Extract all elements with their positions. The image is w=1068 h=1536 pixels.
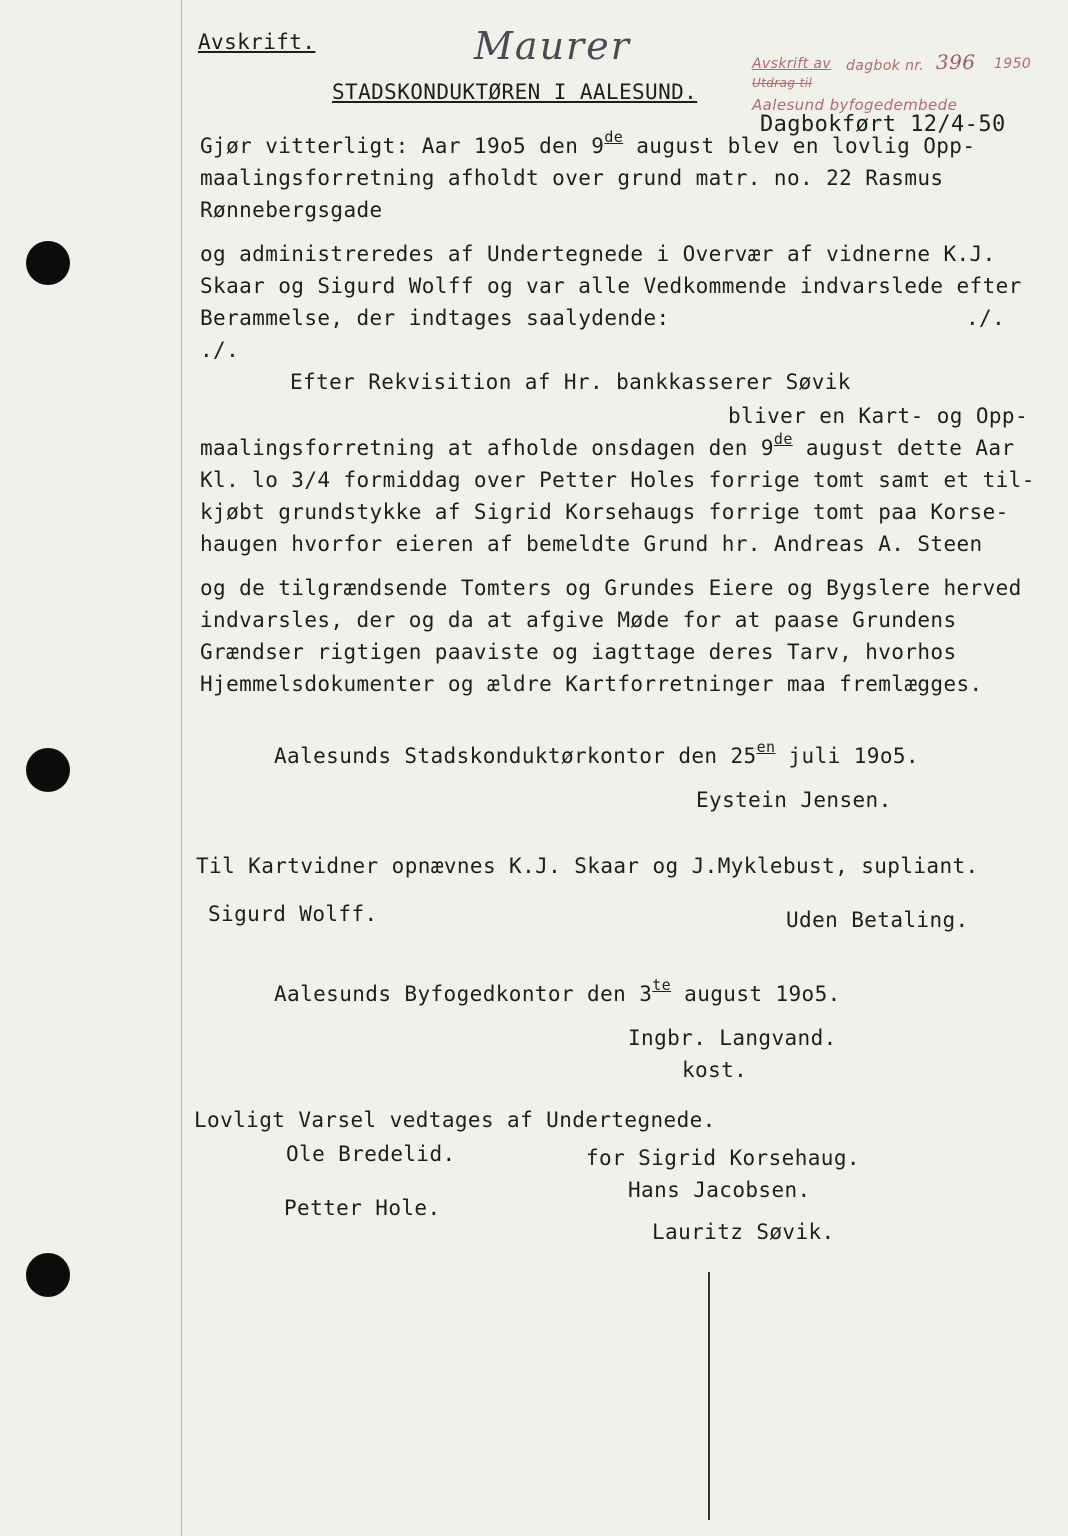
punch-hole-icon: [26, 1253, 70, 1297]
signatory-name: Ingbr. Langvand.: [628, 1026, 837, 1050]
signatory-name: Eystein Jensen.: [696, 788, 892, 812]
text-line: Berammelse, der indtages saalydende:: [200, 306, 670, 330]
text-line: maalingsforretning at afholde onsdagen den 9de august dette Aar: [200, 430, 1015, 460]
text-line: og de tilgrændsende Tomters og Grundes Eiere og Bygslere herved: [200, 576, 1022, 600]
text-line: Efter Rekvisition af Hr. bankkasserer Søvik: [290, 370, 851, 394]
quote-mark: ./.: [200, 338, 240, 362]
signatory-name: for Sigrid Korsehaug.: [586, 1146, 860, 1170]
text-line: Kl. lo 3/4 formiddag over Petter Holes forrige tomt samt et til-: [200, 468, 1035, 492]
stamp-text: dagbok nr.: [846, 58, 925, 74]
text-line: haugen hvorfor eieren af bemeldte Grund hr. Andreas A. Steen: [200, 532, 983, 556]
punch-hole-icon: [26, 241, 70, 285]
text-line: Sigurd Wolff.: [208, 902, 378, 926]
date-line: Aalesunds Stadskonduktørkontor den $25^{en}$ juli 19o5.: [274, 738, 919, 768]
signatory-name: Ole Bredelid.: [286, 1142, 456, 1166]
signatory-name: Lauritz Søvik.: [652, 1220, 835, 1244]
text-line: kjøbt grundstykke af Sigrid Korsehaugs forrige tomt paa Korse-: [200, 500, 1009, 524]
text-line: Skaar og Sigurd Wolff og var alle Vedkommende indvarslede efter: [200, 274, 1022, 298]
text-line: Hjemmelsdokumenter og ældre Kartforretninger maa fremlægges.: [200, 672, 983, 696]
text-line: indvarsles, der og da at afgive Møde for at paase Grundens: [200, 608, 957, 632]
quote-mark: ./.: [966, 306, 1006, 330]
text-line: og administreredes af Undertegnede i Overvær af vidnerne K.J.: [200, 242, 996, 266]
stamp-text: Utdrag til: [752, 76, 813, 90]
signatory-name: Hans Jacobsen.: [628, 1178, 811, 1202]
red-margin-line: [181, 0, 182, 1536]
text-line: Grændser rigtigen paaviste og iagttage deres Tarv, hvorhos: [200, 640, 957, 664]
text-line: Gjør vitterligt: Aar 19o5 den 9de august blev en lovlig Opp-: [200, 128, 976, 158]
stamp-text: Avskrift av: [752, 56, 832, 72]
text-line: Rønnebergsgade: [200, 198, 383, 222]
stamp-year: 1950: [994, 56, 1032, 72]
stamp-text: Aalesund byfogedembede: [752, 96, 958, 114]
dagbok-entry: Dagbokført 12/4-50: [760, 112, 1006, 137]
text-line: Uden Betaling.: [786, 908, 969, 932]
date-line: Aalesunds Byfogedkontor den $3^{te}$ august 19o5.: [274, 976, 841, 1006]
signatory-name: Petter Hole.: [284, 1196, 441, 1220]
text-line: Lovligt Varsel vedtages af Undertegnede.: [194, 1108, 716, 1132]
punch-hole-icon: [26, 748, 70, 792]
vertical-rule: [708, 1272, 710, 1520]
text-line: kost.: [682, 1058, 748, 1082]
avskrift-label: Avskrift.: [198, 30, 316, 54]
text-line: maalingsforretning afholdt over grund matr. no. 22 Rasmus: [200, 166, 944, 190]
text-line: Til Kartvidner opnævnes K.J. Skaar og J.Myklebust, supliant.: [196, 854, 979, 878]
handwritten-signature: Maurer: [474, 24, 631, 68]
dagbok-number: 396: [936, 50, 976, 74]
text-line: bliver en Kart- og Opp-: [728, 404, 1028, 428]
office-heading: STADSKONDUKTØREN I AALESUND.: [332, 80, 698, 104]
